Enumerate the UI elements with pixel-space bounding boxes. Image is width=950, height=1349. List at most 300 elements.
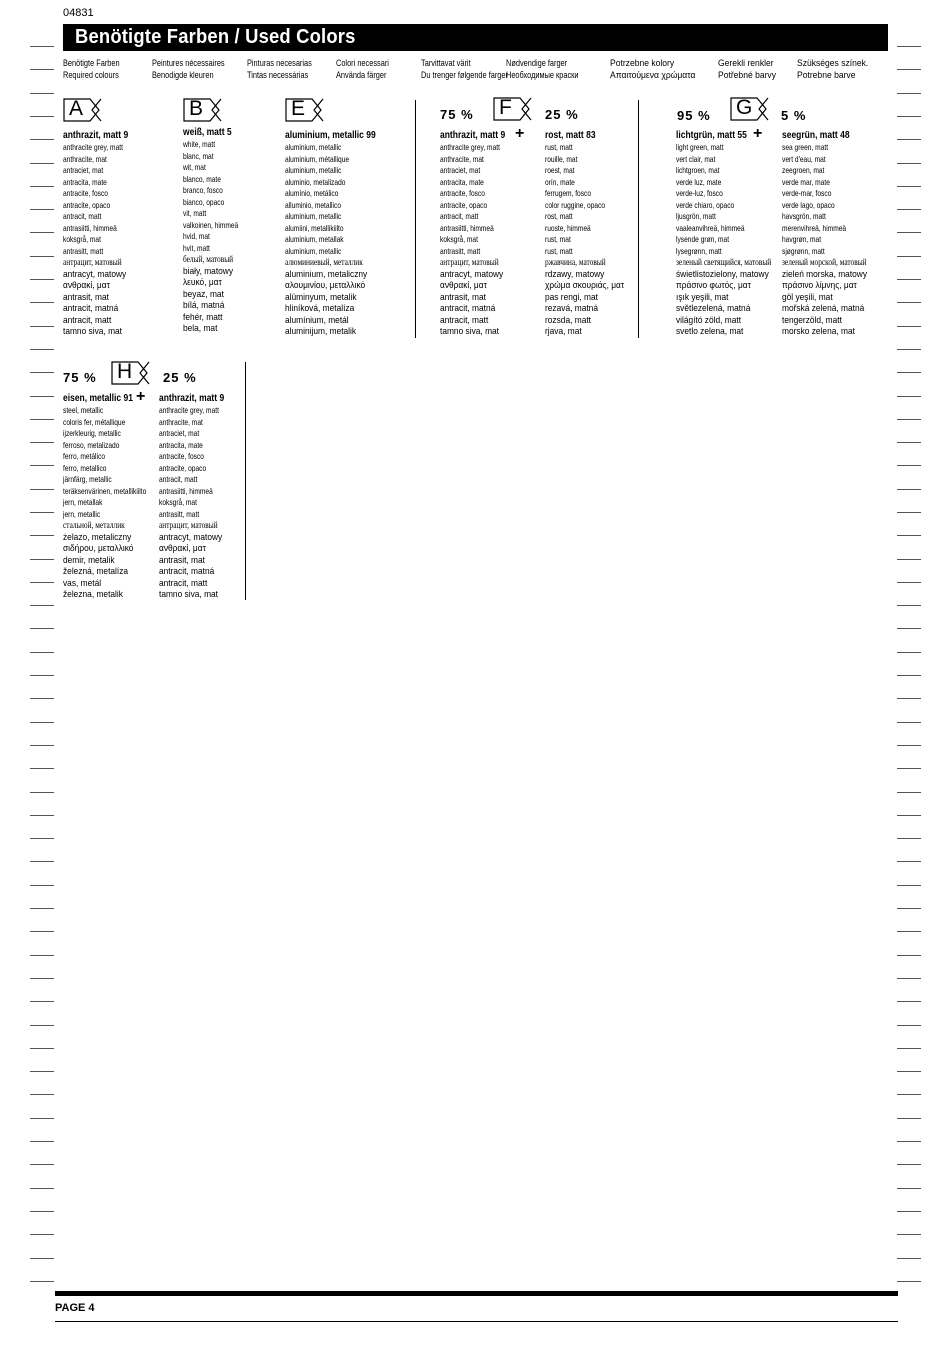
color-translation: антрацит, матовый [159,520,218,530]
bottom-rule [55,1321,898,1322]
margin-tick [30,955,54,956]
margin-tick [897,605,921,606]
color-translation: ijzerkleurig, metallic [63,428,121,438]
color-translation: alumiini, metallikiilto [285,222,344,233]
color-translation: antrasiitti, himmeä [440,222,494,233]
margin-tick [30,163,54,164]
color-translation: havsgrön, matt [782,211,826,221]
color-translation: πράσινο φωτός, ματ [676,280,751,291]
lang-line: Gerekli renkler [718,58,774,68]
color-translation: bela, mat [183,323,218,334]
lang-cell-fr-nl [152,57,225,81]
color-badge-b [183,98,223,122]
margin-tick [897,931,921,932]
color-translation: antracyt, matowy [440,268,504,280]
mix-divider-g [638,100,639,338]
color-translation: wit, mat [183,162,206,172]
color-translation: železná, metalíza [63,566,129,577]
color-translation: rust, matt [545,142,573,152]
margin-tick [897,838,921,839]
margin-tick [30,1094,54,1095]
color-translation: antracita, mate [159,439,203,450]
margin-tick [30,442,54,443]
color-translation: verde chiaro, opaco [676,199,735,210]
mix-g-plus: + [753,125,763,142]
color-translation: antracit, matná [63,303,119,314]
color-translation: ferro, metálico [63,451,106,461]
color-badge-a [63,98,103,122]
color-translation: zieleń morska, matowy [782,268,868,280]
color-translation: rouille, mat [545,153,578,164]
color-list-f-right [545,129,635,338]
margin-tick [30,256,54,257]
color-translation: antracite, opaco [159,462,207,473]
color-translation: roest, mat [545,165,575,175]
color-translation: antracite, opaco [440,199,488,210]
margin-tick [30,372,54,373]
color-translation: antracite, fosco [440,188,485,198]
color-translation: rjava, mat [545,326,582,337]
lang-cell-hu-sl [797,57,868,81]
margin-tick [30,1118,54,1119]
color-name: anthrazit, matt 9 [440,130,506,141]
color-translation: aluminium, metallic [285,142,342,152]
margin-tick [897,209,921,210]
mix-divider-f [415,100,416,338]
lang-cell-fi-no [421,57,508,81]
color-translation: ferroso, metalizado [63,439,120,450]
margin-tick [897,1211,921,1212]
margin-tick [30,1141,54,1142]
mix-f-right-percent: 25 % [545,107,579,122]
color-translation: bílá, matná [183,300,225,311]
margin-tick [30,1281,54,1282]
lang-line: Benötigte Farben [63,58,120,68]
lang-line: Szükséges színek. [797,58,869,68]
color-translation: anthracite, mat [63,153,107,164]
color-translation: alumínium, metál [285,314,349,326]
color-name: lichtgrün, matt 55 [676,130,747,141]
color-translation: антрацит, матовый [63,257,122,267]
margin-tick [897,232,921,233]
margin-tick [897,1188,921,1189]
margin-tick [897,908,921,909]
color-translation: antracit, matt [159,474,198,484]
margin-tick [30,512,54,513]
color-translation: fehér, matt [183,311,223,323]
color-translation: jern, metallic [63,508,101,519]
color-list-b [183,126,254,335]
color-translation: anthracite grey, matt [159,405,219,415]
color-name: anthrazit, matt 9 [63,130,129,141]
badge-letter: A [69,97,84,120]
color-translation: aluminio, metalizado [285,176,346,187]
badge-letter: G [736,96,753,119]
color-translation: jern, metallak [63,497,103,507]
color-name: anthrazit, matt 9 [159,393,225,404]
color-translation: antraciet, mat [440,165,481,175]
color-translation: koksgrå, mat [159,497,197,507]
color-translation: aluminium, metallic [285,165,342,175]
color-translation: alluminio, metallico [285,199,342,210]
color-translation: biały, matowy [183,265,234,277]
color-list-h-right [159,392,236,601]
lang-line: Benodigde kleuren [152,70,214,80]
color-translation: tamno siva, mat [63,326,123,337]
color-translation: rdzawy, matowy [545,268,605,280]
lang-cell-es-pt [247,57,312,81]
margin-tick [30,838,54,839]
margin-tick [30,419,54,420]
margin-tick [30,675,54,676]
lang-line: Använda färger [336,70,387,80]
color-translation: antracit, matt [440,211,479,221]
bottom-bar [55,1291,898,1296]
margin-tick [30,768,54,769]
color-translation: rozsda, matt [545,314,592,326]
color-translation: koksgrå, mat [63,234,101,244]
color-translation: anthracite grey, matt [63,142,123,152]
lang-cell-pl-el [610,57,695,81]
margin-tick [897,139,921,140]
lang-line: Pinturas necesarias [247,58,312,68]
margin-tick [897,372,921,373]
color-translation: color ruggine, opaco [545,199,606,210]
margin-tick [897,1164,921,1165]
lang-cell-it-sv [336,57,389,81]
color-translation: ржавчина, матовый [545,257,606,267]
color-translation: ανθρακί, ματ [440,280,487,291]
lang-line: Colori necessari [336,58,389,68]
color-name: eisen, metallic 91 [63,393,133,404]
margin-tick [897,1094,921,1095]
color-translation: light green, matt [676,142,724,152]
lang-line: Du trenger følgende farger [421,70,508,80]
color-translation: lysende grøn, mat [676,234,730,244]
margin-tick [30,535,54,536]
color-name: aluminium, metallic 99 [285,130,376,141]
margin-tick [30,931,54,932]
color-badge-e [285,98,325,122]
margin-tick [897,628,921,629]
color-translation: white, matt [183,139,216,149]
margin-tick [897,419,921,420]
color-translation: antrasiitti, himmeä [159,485,213,496]
color-translation: ferro, metallico [63,462,107,473]
mix-h-plus: + [136,388,146,405]
margin-tick [30,1164,54,1165]
margin-tick [897,279,921,280]
margin-tick [897,1071,921,1072]
lang-line: Необходимые краски [506,70,579,80]
color-translation: aluminijum, metalik [285,326,357,337]
lang-line: Tarvittavat värit [421,58,471,68]
lang-cell-de-en [63,57,120,81]
margin-tick [30,1025,54,1026]
color-translation: rust, matt [545,245,573,256]
margin-tick [30,745,54,746]
color-name: rost, matt 83 [545,130,596,141]
color-translation: aluminium, metallic [285,245,342,256]
color-badge-g [730,97,770,121]
color-translation: demir, metalik [63,554,115,566]
color-translation: alumínio, metálico [285,188,339,198]
color-translation: havgrøn, mat [782,234,822,244]
color-translation: antrasiitti, himmeä [63,222,117,233]
color-badge-f [493,97,533,121]
margin-tick [897,885,921,886]
color-translation: antracit, matt [159,577,208,589]
color-translation: sjøgrønn, matt [782,245,825,256]
margin-tick [897,1281,921,1282]
color-translation: żelazo, metaliczny [63,531,132,543]
color-translation: aluminium, metallic [285,211,342,221]
color-badge-h [111,361,151,385]
color-translation: anthracite grey, matt [440,142,500,152]
margin-tick [30,116,54,117]
margin-tick [897,792,921,793]
margin-tick [897,698,921,699]
lang-line: Peintures nécessaires [152,58,225,68]
color-translation: ανθρακί, ματ [159,543,206,554]
color-translation: белый, матовый [183,254,234,264]
color-translation: зеленый морской, матовый [782,257,867,267]
color-translation: antrasit, mat [159,554,206,566]
color-translation: rezavá, matná [545,303,598,314]
margin-tick [897,1118,921,1119]
margin-tick [897,1025,921,1026]
mix-f-plus: + [515,125,525,142]
margin-tick [30,628,54,629]
color-list-g-left [676,129,792,338]
color-translation: vit, matt [183,208,207,218]
color-translation: antracit, matt [440,314,489,326]
margin-tick [897,768,921,769]
color-translation: blanc, mat [183,150,214,161]
margin-tick [30,139,54,140]
margin-tick [897,722,921,723]
color-translation: antracita, mate [63,176,107,187]
margin-tick [30,1188,54,1189]
color-list-f-left [440,129,517,338]
mix-h-left-percent: 75 % [63,370,97,385]
color-translation: vas, metál [63,577,102,589]
color-translation: svetlo zelena, mat [676,326,744,337]
color-list-e [285,129,392,338]
color-translation: beyaz, mat [183,288,224,300]
color-translation: świetlistozielony, matowy [676,268,769,280]
color-translation: ışık yeşili, mat [676,291,729,303]
lang-line: Potrzebne kolory [610,58,675,68]
color-translation: antracit, matná [159,566,215,577]
margin-tick [897,559,921,560]
color-translation: antracite, opaco [63,199,111,210]
margin-tick [897,163,921,164]
margin-tick [897,116,921,117]
margin-tick [897,955,921,956]
margin-tick [30,582,54,583]
lang-line: Nødvendige farger [506,58,568,68]
margin-tick [30,209,54,210]
color-translation: vert clair, mat [676,153,716,164]
mix-f-left-percent: 75 % [440,107,474,122]
color-translation: mořská zelená, matná [782,303,865,314]
color-translation: antracyt, matowy [159,531,223,543]
color-translation: antracite, fosco [63,188,108,198]
margin-tick [30,792,54,793]
color-list-a [63,129,140,338]
margin-tick [30,559,54,560]
color-translation: antrasitt, matt [440,245,481,256]
color-translation: rust, mat [545,234,571,244]
margin-tick [897,978,921,979]
color-translation: αλουμινίου, μεταλλικό [285,280,366,291]
color-translation: orín, mate [545,176,575,187]
color-translation: алюминиевый, металлик [285,257,363,267]
margin-tick [897,582,921,583]
lang-cell-da-ru [506,57,579,81]
margin-tick [897,489,921,490]
margin-tick [30,1234,54,1235]
margin-tick [897,512,921,513]
color-translation: tamno siva, mat [159,589,219,600]
mix-g-left-percent: 95 % [677,108,711,123]
margin-tick [30,605,54,606]
color-translation: světlezelená, matná [676,303,751,314]
margin-tick [30,232,54,233]
color-translation: anthracite, mat [440,153,484,164]
margin-tick [897,815,921,816]
document-number: 04831 [63,7,94,19]
color-translation: verde mar, mate [782,176,830,187]
margin-tick [897,186,921,187]
color-translation: coloris fer, métallique [63,416,126,427]
language-header [0,57,950,87]
margin-tick [897,326,921,327]
color-translation: antrasit, mat [440,291,487,303]
color-translation: blanco, mate [183,173,221,184]
margin-tick [30,489,54,490]
color-translation: πράσινο λίμνης, ματ [782,280,857,291]
color-translation: антрацит, матовый [440,257,499,267]
page-label: PAGE 4 [55,1302,95,1314]
color-translation: verde-mar, fosco [782,188,832,198]
mix-g-right-percent: 5 % [781,108,807,123]
margin-tick [30,652,54,653]
color-translation: steel, metallic [63,405,104,415]
color-translation: bianco, opaco [183,196,225,207]
color-translation: lysegrønn, matt [676,245,722,256]
margin-tick [30,698,54,699]
color-translation: ferrugem, fosco [545,188,592,198]
margin-tick [30,46,54,47]
lang-line: Potřebné barvy [718,70,776,80]
color-translation: aluminium, metaliczny [285,268,368,280]
color-translation: antracit, matt [63,314,112,326]
margin-tick [30,1071,54,1072]
color-translation: valkoinen, himmeä [183,219,239,230]
color-translation: pas rengi, mat [545,291,598,303]
mix-divider-h [245,362,246,600]
color-translation: зеленый светящийся, матовый [676,257,772,267]
margin-tick [897,302,921,303]
color-translation: antracit, matná [440,303,496,314]
lang-line: Απαιτούμενα χρώματα [610,70,696,80]
color-translation: antraciet, mat [159,428,200,438]
margin-tick [897,349,921,350]
margin-tick [897,46,921,47]
color-list-g-right [782,129,885,338]
color-translation: branco, fosco [183,185,223,195]
color-translation: antracita, mate [440,176,484,187]
page-title: Benötigte Farben / Used Colors [75,26,356,48]
color-translation: verde lago, opaco [782,199,835,210]
margin-tick [30,326,54,327]
badge-letter: E [291,97,306,120]
margin-tick [30,722,54,723]
lang-line: Required colours [63,70,119,80]
margin-tick [897,396,921,397]
color-translation: morsko zelena, mat [782,326,855,337]
title-bar [63,24,888,51]
color-translation: lichtgroen, mat [676,165,720,175]
color-translation: aluminium, métallique [285,153,350,164]
margin-tick [897,1141,921,1142]
lang-cell-tr-cs [718,57,776,81]
color-translation: rost, matt [545,211,573,221]
color-translation: zeegroen, mat [782,165,825,175]
color-name: weiß, matt 5 [183,127,232,138]
color-translation: antrasit, mat [63,291,110,303]
color-translation: järnfärg, metallic [63,474,112,484]
margin-tick [897,465,921,466]
margin-tick [30,396,54,397]
color-translation: antracit, matt [63,211,102,221]
margin-tick [897,745,921,746]
color-translation: sea green, matt [782,142,829,152]
color-translation: antrasitt, matt [159,508,200,519]
lang-line: Potrebne barve [797,70,856,80]
color-translation: antracite, fosco [159,451,204,461]
margin-tick [30,1001,54,1002]
color-translation: antracyt, matowy [63,268,127,280]
margin-tick [30,978,54,979]
margin-tick [30,93,54,94]
badge-letter: B [189,97,204,120]
color-translation: χρώμα σκουριάς, ματ [545,280,625,291]
margin-tick [30,885,54,886]
color-translation: verde luz, mate [676,176,722,187]
color-translation: tengerzöld, matt [782,314,842,326]
right-margin-marks [897,0,921,1349]
margin-tick [897,535,921,536]
color-translation: σιδήρου, μεταλλικό [63,543,134,554]
margin-tick [897,675,921,676]
margin-tick [30,861,54,862]
color-translation: λευκό, ματ [183,277,222,288]
margin-tick [30,186,54,187]
color-translation: anthracite, mat [159,416,203,427]
left-margin-marks [30,0,54,1349]
margin-tick [897,652,921,653]
margin-tick [30,349,54,350]
color-translation: merenvihreä, himmeä [782,222,847,233]
margin-tick [30,302,54,303]
margin-tick [897,861,921,862]
color-translation: hvid, mat [183,231,210,241]
color-translation: стальной, металлик [63,520,125,530]
color-name: seegrün, matt 48 [782,130,850,141]
